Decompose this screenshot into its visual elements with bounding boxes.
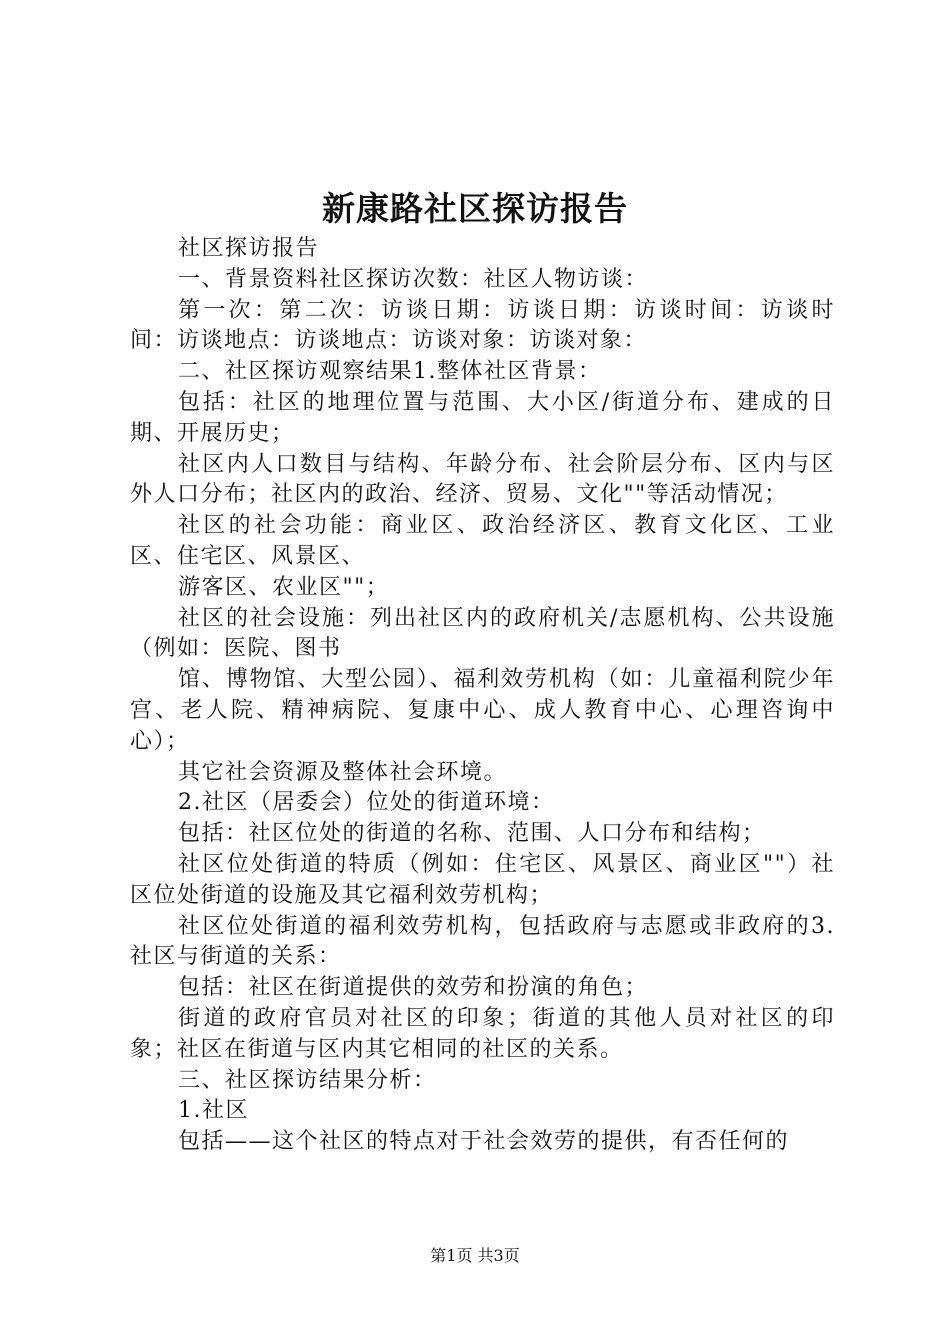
paragraph: 二、社区探访观察结果1.整体社区背景：	[178, 359, 602, 385]
paragraph: 街道的政府官员对社区的印象；街道的其他人员对社区的印象；社区在街道与区内其它相同的社区的关系。	[130, 1005, 835, 1062]
paragraph: 其它社会资源及整体社会环境。	[178, 759, 508, 785]
paragraph: 社区位处街道的福利效劳机构，包括政府与志愿或非政府的3.社区与街道的关系：	[130, 913, 835, 970]
document-title: 新康路社区探访报告	[322, 189, 628, 228]
paragraph: 社区位处街道的特质（例如：住宅区、风景区、商业区""）社区位处街道的设施及其它福利效劳机构；	[130, 851, 835, 908]
paragraph: 第一次：第二次：访谈日期：访谈日期：访谈时间：访谈时间：访谈地点：访谈地点：访谈对象：访谈对象：	[130, 297, 835, 354]
paragraph: 2.社区（居委会）位处的街道环境：	[178, 790, 555, 816]
paragraph: 包括：社区位处的街道的名称、范围、人口分布和结构；	[178, 821, 766, 847]
paragraph: 三、社区探访结果分析：	[178, 1067, 437, 1093]
paragraph: 包括：社区在街道提供的效劳和扮演的角色；	[178, 975, 649, 1001]
paragraph: 社区探访报告	[178, 236, 320, 261]
paragraph: 社区的社会设施：列出社区内的政府机关/志愿机构、公共设施（例如：医院、图书	[130, 605, 835, 662]
paragraph: 社区的社会功能：商业区、政治经济区、教育文化区、工业区、住宅区、风景区、	[130, 513, 835, 569]
paragraph: 包括：社区的地理位置与范围、大小区/街道分布、建成的日期、开展历史；	[130, 389, 835, 446]
paragraph: 社区内人口数目与结构、年龄分布、社会阶层分布、区内与区外人口分布；社区内的政治、经济、贸易、文化""等活动情况；	[130, 451, 835, 508]
paragraph: 馆、博物馆、大型公园）、福利效劳机构（如：儿童福利院少年宫、老人院、精神病院、复康中心、成人教育中心、心理咨询中心）；	[130, 667, 835, 754]
paragraph: 包括——这个社区的特点对于社会效劳的提供，有否任何的	[178, 1129, 790, 1155]
page-number: 第1页 共3页	[430, 1246, 520, 1265]
paragraph: 1.社区	[178, 1098, 249, 1124]
paragraph: 游客区、农业区""；	[178, 574, 390, 600]
document-body	[130, 234, 835, 1158]
paragraph: 一、背景资料社区探访次数：社区人物访谈：	[178, 266, 649, 292]
